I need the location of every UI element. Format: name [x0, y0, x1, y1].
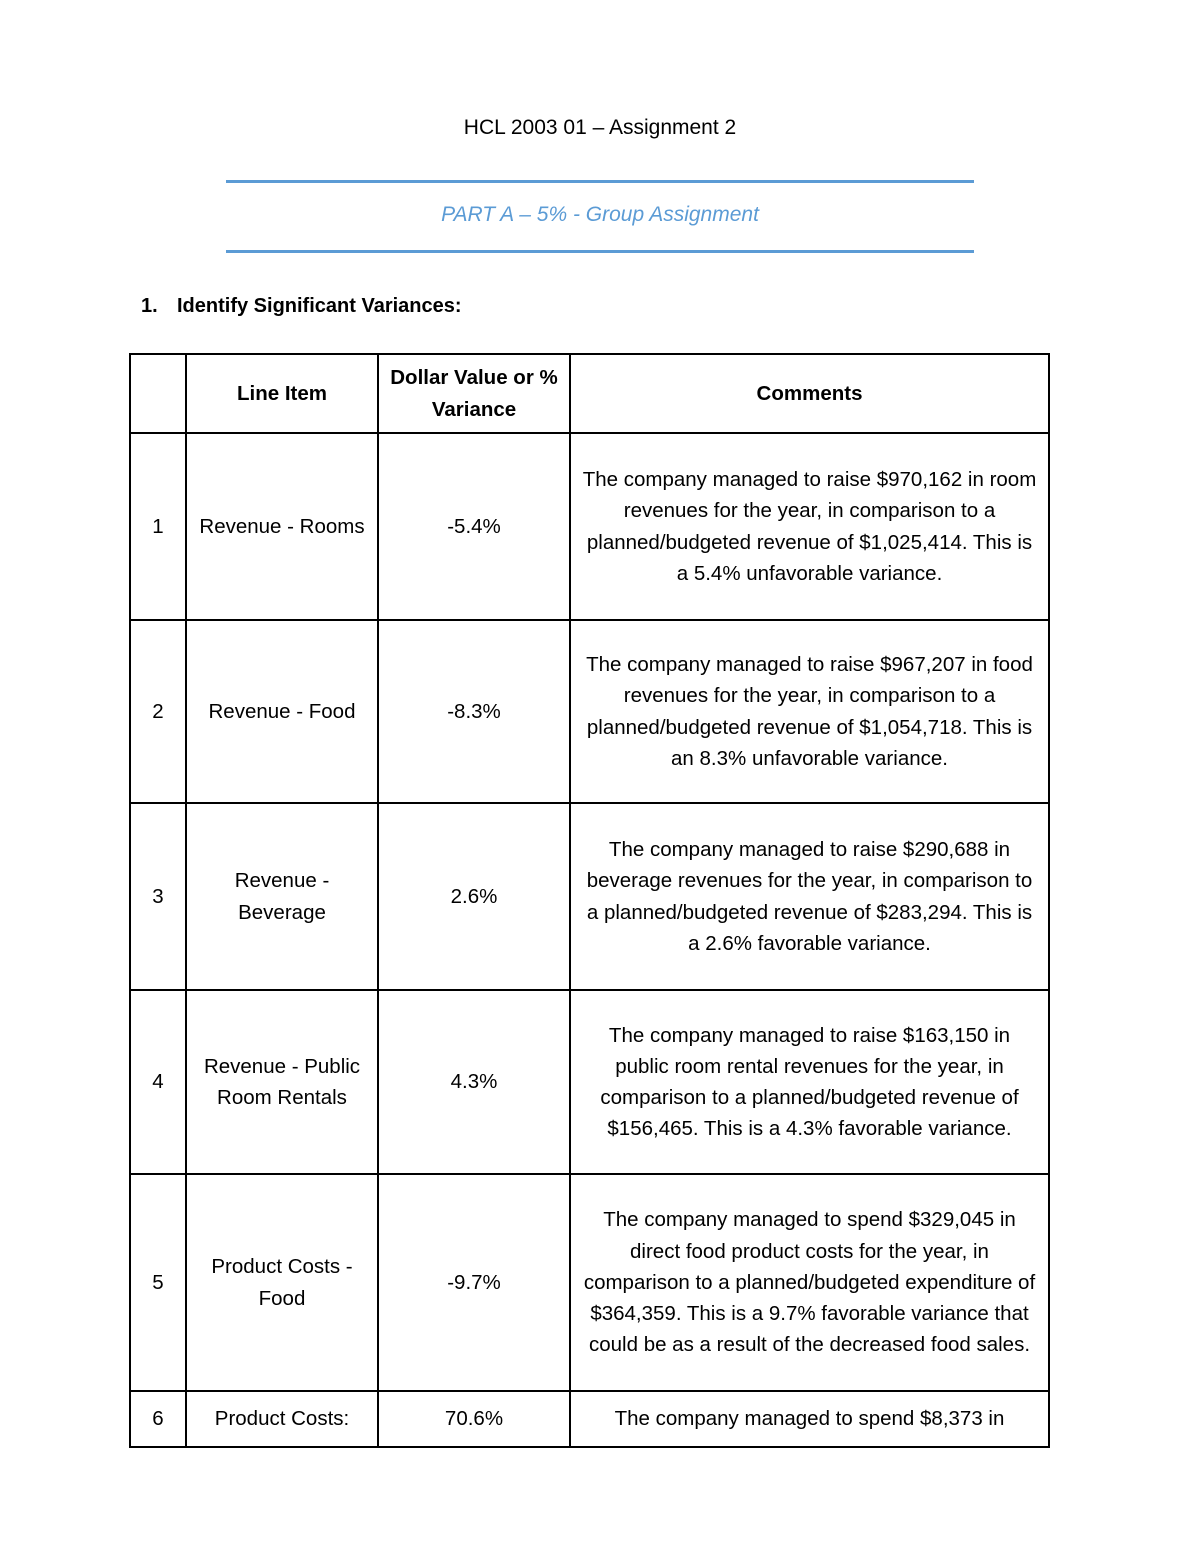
row-comment: The company managed to spend $329,045 in direct food product costs for the year, in comparison to a planned/budgeted expenditure of $364,359. This is a 9.7% favorable variance that could be as a result of the decreased food sales.: [570, 1174, 1049, 1391]
row-comment: The company managed to raise $290,688 in beverage revenues for the year, in comparison to a planned/budgeted revenue of $283,294. This is a 2.6% favorable variance.: [570, 803, 1049, 990]
document-title: HCL 2003 01 – Assignment 2: [463, 116, 737, 139]
row-line-item: Revenue - Public Room Rentals: [186, 990, 378, 1174]
row-value: -9.7%: [378, 1174, 570, 1391]
section-number: 1.: [141, 295, 158, 317]
row-number: 6: [130, 1391, 186, 1447]
heading-divider-top: [226, 180, 974, 183]
table-header-row: [130, 354, 1049, 433]
section-heading: [141, 295, 462, 318]
table-row: [130, 1391, 1049, 1447]
table-row: [130, 1174, 1049, 1391]
heading-divider-bottom: [226, 250, 974, 253]
row-line-item: Revenue - Rooms: [186, 433, 378, 620]
row-number: 4: [130, 990, 186, 1174]
row-value: 4.3%: [378, 990, 570, 1174]
header-line-item: Line Item: [186, 354, 378, 433]
row-number: 2: [130, 620, 186, 803]
table-row: [130, 620, 1049, 803]
header-value: Dollar Value or % Variance: [378, 354, 570, 433]
row-line-item: Revenue - Food: [186, 620, 378, 803]
table-row: [130, 433, 1049, 620]
part-heading: PART A – 5% - Group Assignment: [441, 203, 759, 226]
header-number: [130, 354, 186, 433]
row-value: -5.4%: [378, 433, 570, 620]
row-line-item: Product Costs:: [186, 1391, 378, 1447]
row-comment: The company managed to raise $967,207 in food revenues for the year, in comparison to a planned/budgeted revenue of $1,054,718. This is an 8.3% unfavorable variance.: [570, 620, 1049, 803]
row-number: 5: [130, 1174, 186, 1391]
row-comment: The company managed to raise $970,162 in room revenues for the year, in comparison to a planned/budgeted revenue of $1,025,414. This is a 5.4% unfavorable variance.: [570, 433, 1049, 620]
variance-table: [129, 353, 1050, 1448]
row-number: 3: [130, 803, 186, 990]
row-value: -8.3%: [378, 620, 570, 803]
row-number: 1: [130, 433, 186, 620]
row-value: 70.6%: [378, 1391, 570, 1447]
row-comment: The company managed to raise $163,150 in public room rental revenues for the year, in comparison to a planned/budgeted revenue of $156,465. This is a 4.3% favorable variance.: [570, 990, 1049, 1174]
header-comments: Comments: [570, 354, 1049, 433]
row-comment: The company managed to spend $8,373 in: [570, 1391, 1049, 1447]
section-heading-text: Identify Significant Variances:: [177, 295, 462, 317]
table-row: [130, 803, 1049, 990]
row-line-item: Product Costs - Food: [186, 1174, 378, 1391]
row-value: 2.6%: [378, 803, 570, 990]
row-line-item: Revenue - Beverage: [186, 803, 378, 990]
table-row: [130, 990, 1049, 1174]
